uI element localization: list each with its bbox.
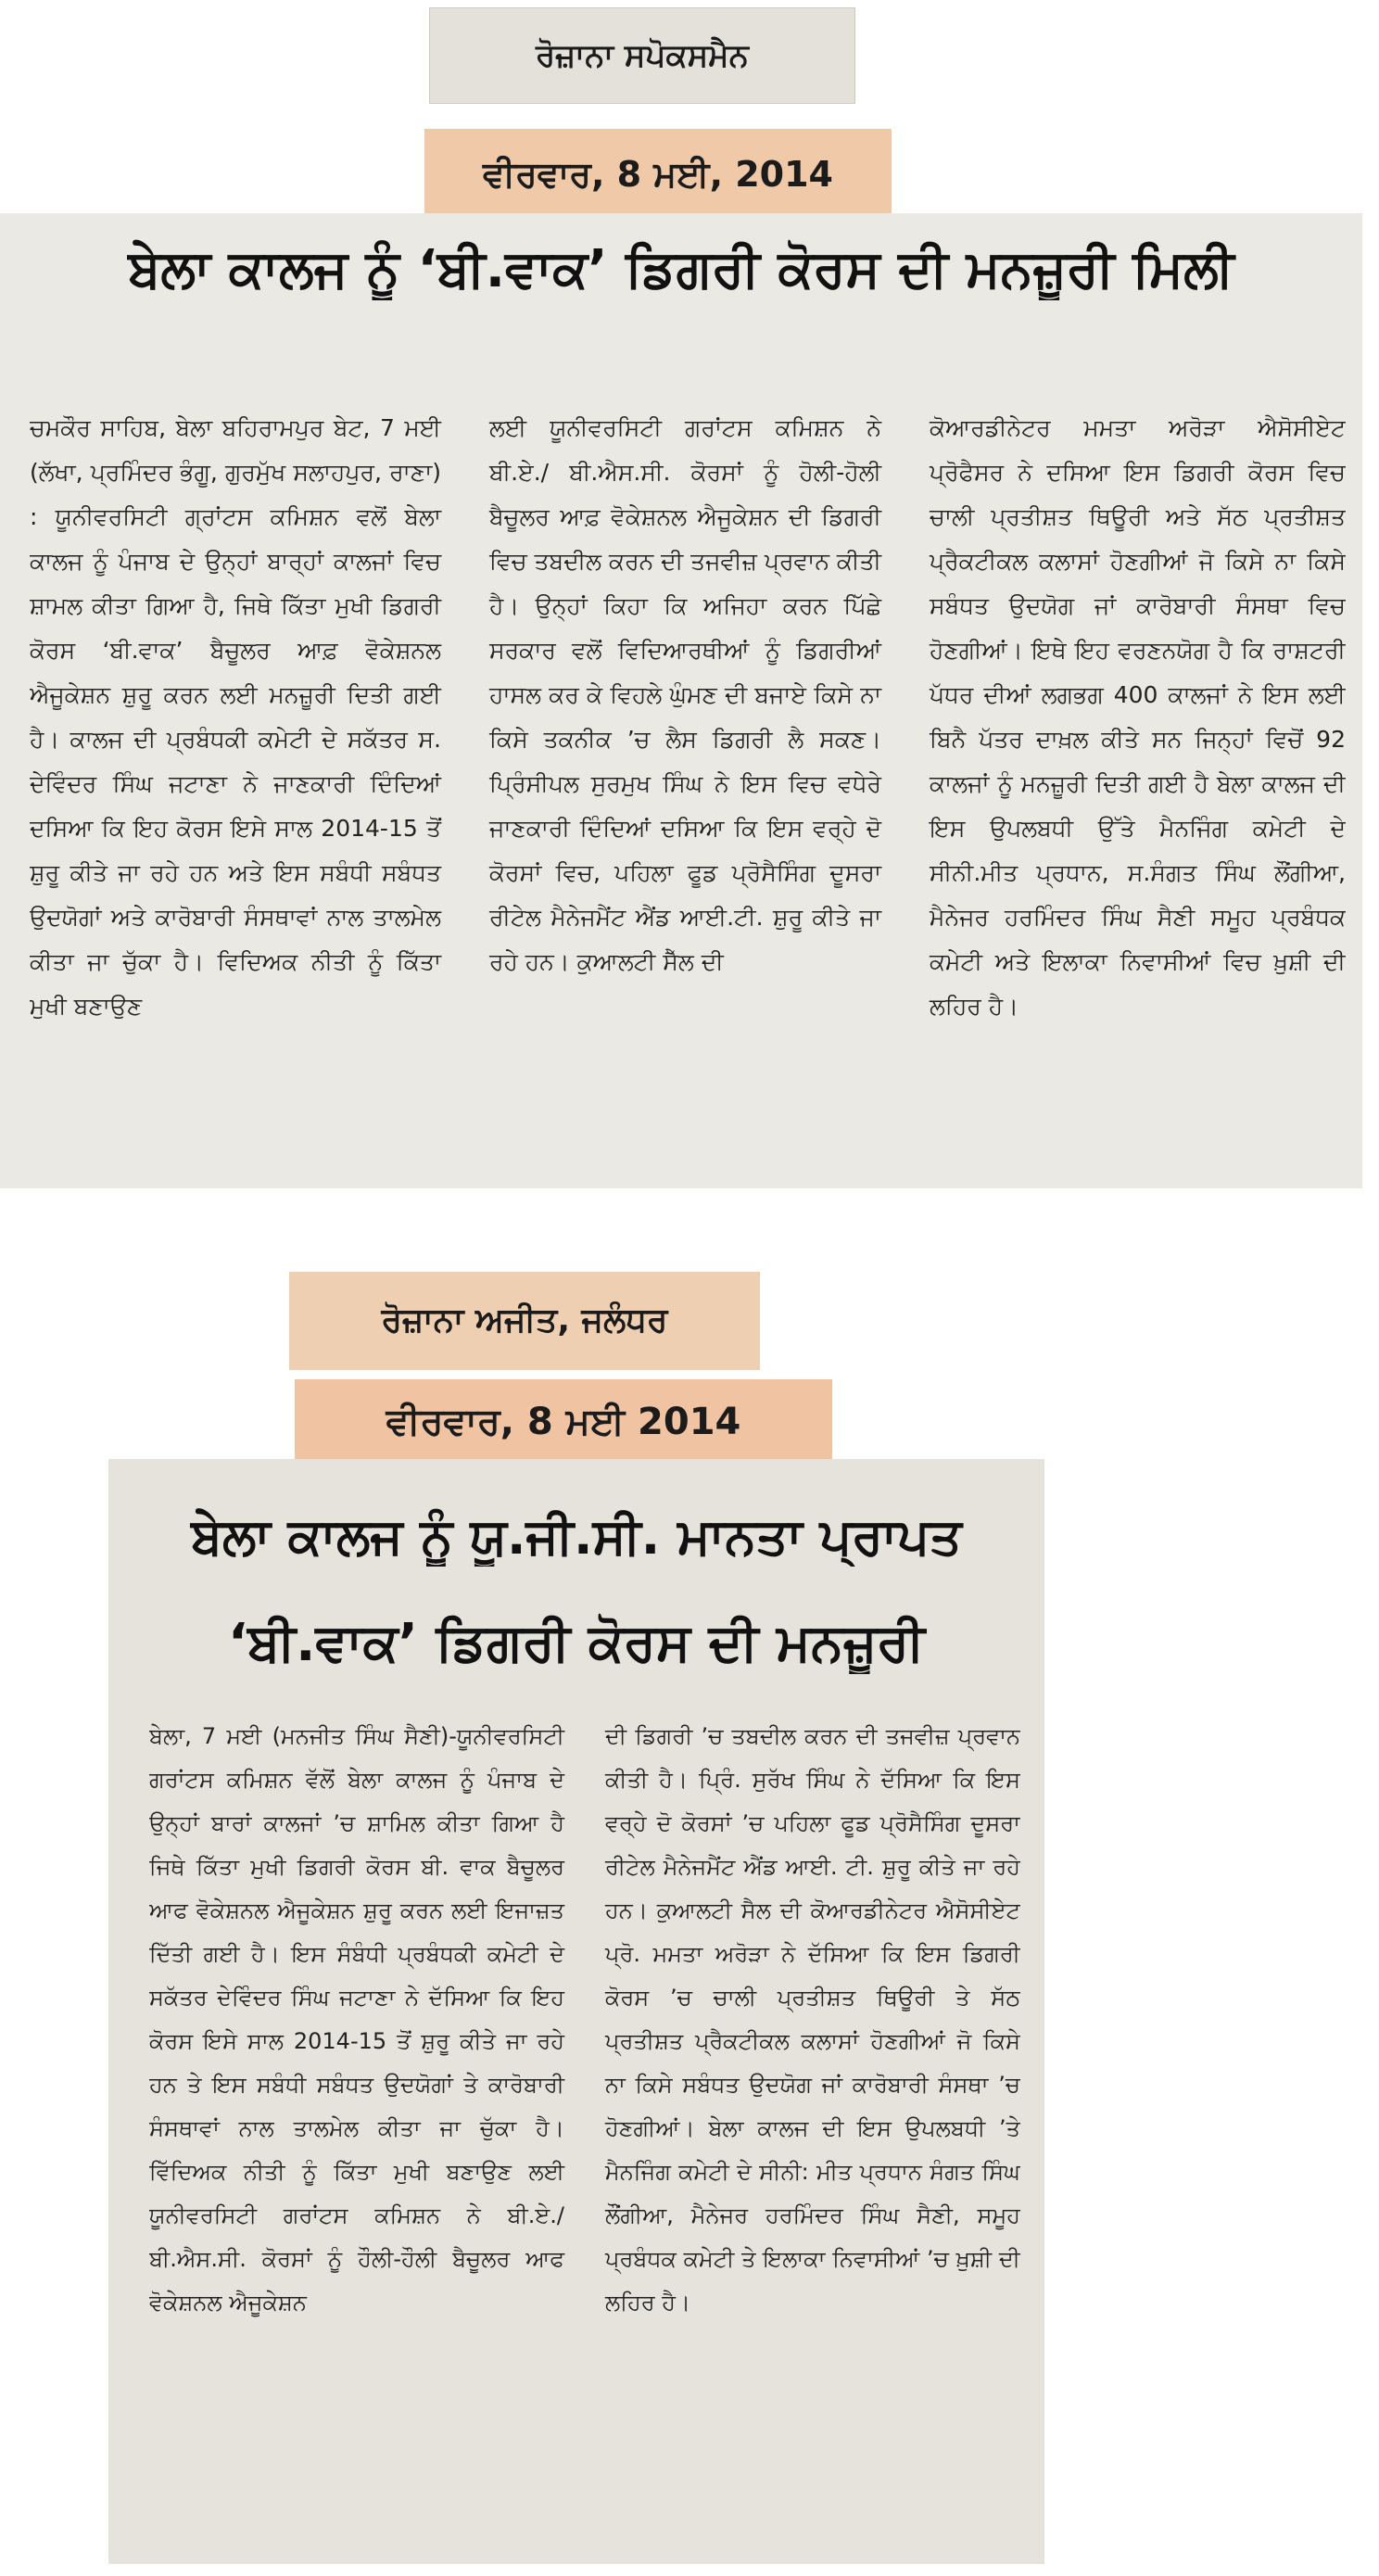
- article-clipping: [108, 1459, 1044, 2564]
- article-column: ਚਮਕੌਰ ਸਾਹਿਬ, ਬੇਲਾ ਬਹਿਰਾਮਪੁਰ ਬੇਟ, 7 ਮਈ (ਲੱਖਾ, ਪ੍ਰਮਿੰਦਰ ਭੰਗੂ, ਗੁਰਮੁੱਖ ਸਲਾਹਪੁਰ, ਰਾਣਾ) : ਯੂਨੀਵਰਸਿਟੀ ਗ੍ਰਾਂਟਸ ਕਮਿਸ਼ਨ ਵਲੋਂ ਬੇਲਾ ਕਾਲਜ ਨੂੰ ਪੰਜਾਬ ਦੇ ਉਨ੍ਹਾਂ ਬਾਰ੍ਹਾਂ ਕਾਲਜਾਂ ਵਿਚ ਸ਼ਾਮਲ ਕੀਤਾ ਗਿਆ ਹੈ, ਜਿਥੇ ਕਿੱਤਾ ਮੁਖੀ ਡਿਗਰੀ ਕੋਰਸ ‘ਬੀ.ਵਾਕ’ ਬੈਚੂਲਰ ਆਫ਼ ਵੋਕੇਸ਼ਨਲ ਐਜੂਕੇਸ਼ਨ ਸ਼ੁਰੂ ਕਰਨ ਲਈ ਮਨਜ਼ੂਰੀ ਦਿਤੀ ਗਈ ਹੈ। ਕਾਲਜ ਦੀ ਪ੍ਰਬੰਧਕੀ ਕਮੇਟੀ ਦੇ ਸਕੱਤਰ ਸ. ਦੇਵਿੰਦਰ ਸਿੰਘ ਜਟਾਣਾ ਨੇ ਜਾਣਕਾਰੀ ਦਿੰਦਿਆਂ ਦਸਿਆ ਕਿ ਇਹ ਕੋਰਸ ਇਸੇ ਸਾਲ 2014-15 ਤੋਂ ਸ਼ੁਰੂ ਕੀਤੇ ਜਾ ਰਹੇ ਹਨ ਅਤੇ ਇਸ ਸਬੰਧੀ ਸਬੰਧਤ ਉਦਯੋਗਾਂ ਅਤੇ ਕਾਰੋਬਾਰੀ ਸੰਸਥਾਵਾਂ ਨਾਲ ਤਾਲਮੇਲ ਕੀਤਾ ਜਾ ਚੁੱਕਾ ਹੈ। ਵਿਦਿਅਕ ਨੀਤੀ ਨੂੰ ਕਿੱਤਾ ਮੁਖੀ ਬਣਾਉਣ: [30, 414, 441, 1020]
- publication-date: ਵੀਰਵਾਰ, 8 ਮਈ, 2014: [482, 153, 834, 195]
- date-tag: [295, 1379, 832, 1465]
- article-column: ਬੇਲਾ, 7 ਮਈ (ਮਨਜੀਤ ਸਿੰਘ ਸੈਣੀ)-ਯੂਨੀਵਰਸਿਟੀ ਗਰਾਂਟਸ ਕਮਿਸ਼ਨ ਵੱਲੋਂ ਬੇਲਾ ਕਾਲਜ ਨੂੰ ਪੰਜਾਬ ਦੇ ਉਨ੍ਹਾਂ ਬਾਰਾਂ ਕਾਲਜਾਂ ’ਚ ਸ਼ਾਮਿਲ ਕੀਤਾ ਗਿਆ ਹੈ ਜਿਥੇ ਕਿੱਤਾ ਮੁਖੀ ਡਿਗਰੀ ਕੋਰਸ ਬੀ. ਵਾਕ ਬੈਚੂਲਰ ਆਫ ਵੋਕੇਸ਼ਨਲ ਐਜੂਕੇਸ਼ਨ ਸ਼ੁਰੂ ਕਰਨ ਲਈ ਇਜਾਜ਼ਤ ਦਿੱਤੀ ਗਈ ਹੈ। ਇਸ ਸੰਬੰਧੀ ਪ੍ਰਬੰਧਕੀ ਕਮੇਟੀ ਦੇ ਸਕੱਤਰ ਦੇਵਿੰਦਰ ਸਿੰਘ ਜਟਾਣਾ ਨੇ ਦੱਸਿਆ ਕਿ ਇਹ ਕੋਰਸ ਇਸੇ ਸਾਲ 2014-15 ਤੋਂ ਸ਼ੁਰੂ ਕੀਤੇ ਜਾ ਰਹੇ ਹਨ ਤੇ ਇਸ ਸਬੰਧੀ ਸਬੰਧਤ ਉਦਯੋਗਾਂ ਤੇ ਕਾਰੋਬਾਰੀ ਸੰਸਥਾਵਾਂ ਨਾਲ ਤਾਲਮੇਲ ਕੀਤਾ ਜਾ ਚੁੱਕਾ ਹੈ। ਵਿੱਦਿਅਕ ਨੀਤੀ ਨੂੰ ਕਿੱਤਾ ਮੁਖੀ ਬਣਾਉਣ ਲਈ ਯੂਨੀਵਰਸਿਟੀ ਗਰਾਂਟਸ ਕਮਿਸ਼ਨ ਨੇ ਬੀ.ਏ./ਬੀ.ਐਸ.ਸੀ. ਕੋਰਸਾਂ ਨੂੰ ਹੌਲੀ-ਹੌਲੀ ਬੈਚੂਲਰ ਆਫ ਵੋਕੇਸ਼ਨਲ ਐਜੂਕੇਸ਼ਨ: [149, 1723, 564, 2316]
- headline: ਬੇਲਾ ਕਾਲਜ ਨੂੰ ‘ਬੀ.ਵਾਕ’ ਡਿਗਰੀ ਕੋਰਸ ਦੀ ਮਨਜ਼ੂਰੀ ਮਿਲੀ: [128, 239, 1234, 299]
- newspaper-name-tag: [429, 7, 855, 104]
- newspaper-name: ਰੋਜ਼ਾਨਾ ਸਪੋਕਸਮੈਨ: [536, 37, 749, 74]
- headline: ਬੇਲਾ ਕਾਲਜ ਨੂੰ ਯੂ.ਜੀ.ਸੀ. ਮਾਨਤਾ ਪ੍ਰਾਪਤ: [191, 1507, 962, 1566]
- newspaper-name-tag: [289, 1272, 760, 1370]
- article-body: [30, 406, 1346, 1177]
- publication-date: ਵੀਰਵਾਰ, 8 ਮਈ 2014: [386, 1401, 741, 1443]
- article-column: ਕੋਆਰਡੀਨੇਟਰ ਮਮਤਾ ਅਰੋੜਾ ਐਸੋਸੀਏਟ ਪ੍ਰੋਫੈਸਰ ਨੇ ਦਸਿਆ ਇਸ ਡਿਗਰੀ ਕੋਰਸ ਵਿਚ ਚਾਲੀ ਪ੍ਰਤੀਸ਼ਤ ਥਿਊਰੀ ਅਤੇ ਸੱਠ ਪ੍ਰਤੀਸ਼ਤ ਪ੍ਰੈਕਟੀਕਲ ਕਲਾਸਾਂ ਹੋਣਗੀਆਂ ਜੋ ਕਿਸੇ ਨਾ ਕਿਸੇ ਸਬੰਧਤ ਉਦਯੋਗ ਜਾਂ ਕਾਰੋਬਾਰੀ ਸੰਸਥਾ ਵਿਚ ਹੋਣਗੀਆਂ। ਇਥੇ ਇਹ ਵਰਣਨਯੋਗ ਹੈ ਕਿ ਰਾਸ਼ਟਰੀ ਪੱਧਰ ਦੀਆਂ ਲਗਭਗ 400 ਕਾਲਜਾਂ ਨੇ ਇਸ ਲਈ ਬਿਨੈ ਪੱਤਰ ਦਾਖ਼ਲ ਕੀਤੇ ਸਨ ਜਿਨ੍ਹਾਂ ਵਿਚੋਂ 92 ਕਾਲਜਾਂ ਨੂੰ ਮਨਜ਼ੂਰੀ ਦਿਤੀ ਗਈ ਹੈ ਬੇਲਾ ਕਾਲਜ ਦੀ ਇਸ ਉਪਲਬਧੀ ਉੱਤੇ ਮੈਨਜਿੰਗ ਕਮੇਟੀ ਦੇ ਸੀਨੀ.ਮੀਤ ਪ੍ਰਧਾਨ, ਸ.ਸੰਗਤ ਸਿੰਘ ਲੌਂਗੀਆ, ਮੈਨੇਜਰ ਹਰਮਿੰਦਰ ਸਿੰਘ ਸੈਣੀ ਸਮੂਹ ਪ੍ਰਬੰਧਕ ਕਮੇਟੀ ਅਤੇ ਇਲਾਕਾ ਨਿਵਾਸੀਆਂ ਵਿਚ ਖ਼ੁਸ਼ੀ ਦੀ ਲਹਿਰ ਹੈ।: [930, 414, 1346, 1020]
- article-column: ਲਈ ਯੂਨੀਵਰਸਿਟੀ ਗਰਾਂਟਸ ਕਮਿਸ਼ਨ ਨੇ ਬੀ.ਏ./ ਬੀ.ਐਸ.ਸੀ. ਕੋਰਸਾਂ ਨੂੰ ਹੋਲੀ-ਹੋਲੀ ਬੈਚੂਲਰ ਆਫ਼ ਵੋਕੇਸ਼ਨਲ ਐਜੂਕੇਸ਼ਨ ਦੀ ਡਿਗਰੀ ਵਿਚ ਤਬਦੀਲ ਕਰਨ ਦੀ ਤਜਵੀਜ਼ ਪ੍ਰਵਾਨ ਕੀਤੀ ਹੈ। ਉਨ੍ਹਾਂ ਕਿਹਾ ਕਿ ਅਜਿਹਾ ਕਰਨ ਪਿੱਛੇ ਸਰਕਾਰ ਵਲੋਂ ਵਿਦਿਆਰਥੀਆਂ ਨੂੰ ਡਿਗਰੀਆਂ ਹਾਸਲ ਕਰ ਕੇ ਵਿਹਲੇ ਘੁੰਮਣ ਦੀ ਬਜਾਏ ਕਿਸੇ ਨਾ ਕਿਸੇ ਤਕਨੀਕ ’ਚ ਲੈਸ ਡਿਗਰੀ ਲੈ ਸਕਣ। ਪ੍ਰਿੰਸੀਪਲ ਸੁਰਮੁਖ ਸਿੰਘ ਨੇ ਇਸ ਵਿਚ ਵਧੇਰੇ ਜਾਣਕਾਰੀ ਦਿੰਦਿਆਂ ਦਸਿਆ ਕਿ ਇਸ ਵਰ੍ਹੇ ਦੋ ਕੋਰਸਾਂ ਵਿਚ, ਪਹਿਲਾ ਫੂਡ ਪ੍ਰੋਸੈਸਿੰਗ ਦੂਸਰਾ ਰੀਟੇਲ ਮੈਨੇਜਮੈਂਟ ਐਂਡ ਆਈ.ਟੀ. ਸ਼ੁਰੂ ਕੀਤੇ ਜਾ ਰਹੇ ਹਨ। ਕੁਆਲਟੀ ਸੈੱਲ ਦੀ: [489, 414, 882, 975]
- article-body: [149, 1715, 1020, 2557]
- headline-line2: ‘ਬੀ.ਵਾਕ’ ਡਿਗਰੀ ਕੋਰਸ ਦੀ ਮਨਜ਼ੂਰੀ: [228, 1613, 925, 1673]
- date-tag: [424, 129, 892, 220]
- article-clipping: [0, 213, 1362, 1188]
- newspaper-name: ਰੋਜ਼ਾਨਾ ਅਜੀਤ, ਜਲੰਧਰ: [381, 1301, 668, 1339]
- article-column: ਦੀ ਡਿਗਰੀ ’ਚ ਤਬਦੀਲ ਕਰਨ ਦੀ ਤਜਵੀਜ਼ ਪ੍ਰਵਾਨ ਕੀਤੀ ਹੈ। ਪ੍ਰਿੰ. ਸੁਰੱਖ ਸਿੰਘ ਨੇ ਦੱਸਿਆ ਕਿ ਇਸ ਵਰ੍ਹੇ ਦੋ ਕੋਰਸਾਂ ’ਚ ਪਹਿਲਾ ਫੂਡ ਪ੍ਰੋਸੈਸਿੰਗ ਦੂਸਰਾ ਰੀਟੇਲ ਮੈਨੇਜਮੈਂਟ ਐਂਡ ਆਈ. ਟੀ. ਸ਼ੁਰੂ ਕੀਤੇ ਜਾ ਰਹੇ ਹਨ। ਕੁਆਲਟੀ ਸੈਲ ਦੀ ਕੋਆਰਡੀਨੇਟਰ ਐਸੋਸੀਏਟ ਪ੍ਰੋ. ਮਮਤਾ ਅਰੋੜਾ ਨੇ ਦੱਸਿਆ ਕਿ ਇਸ ਡਿਗਰੀ ਕੋਰਸ ’ਚ ਚਾਲੀ ਪ੍ਰਤੀਸ਼ਤ ਥਿਊਰੀ ਤੇ ਸੱਠ ਪ੍ਰਤੀਸ਼ਤ ਪ੍ਰੈਕਟੀਕਲ ਕਲਾਸਾਂ ਹੋਣਗੀਆਂ ਜੋ ਕਿਸੇ ਨਾ ਕਿਸੇ ਸਬੰਧਤ ਉਦਯੋਗ ਜਾਂ ਕਾਰੋਬਾਰੀ ਸੰਸਥਾ ’ਚ ਹੋਣਗੀਆਂ। ਬੇਲਾ ਕਾਲਜ ਦੀ ਇਸ ਉਪਲਬਧੀ ’ਤੇ ਮੈਨਜਿੰਗ ਕਮੇਟੀ ਦੇ ਸੀਨੀ: ਮੀਤ ਪ੍ਰਧਾਨ ਸੰਗਤ ਸਿੰਘ ਲੌਂਗੀਆ, ਮੈਨੇਜਰ ਹਰਮਿੰਦਰ ਸਿੰਘ ਸੈਣੀ, ਸਮੂਹ ਪ੍ਰਬੰਧਕ ਕਮੇਟੀ ਤੇ ਇਲਾਕਾ ਨਿਵਾਸੀਆਂ ’ਚ ਖ਼ੁਸ਼ੀ ਦੀ ਲਹਿਰ ਹੈ।: [605, 1723, 1020, 2316]
